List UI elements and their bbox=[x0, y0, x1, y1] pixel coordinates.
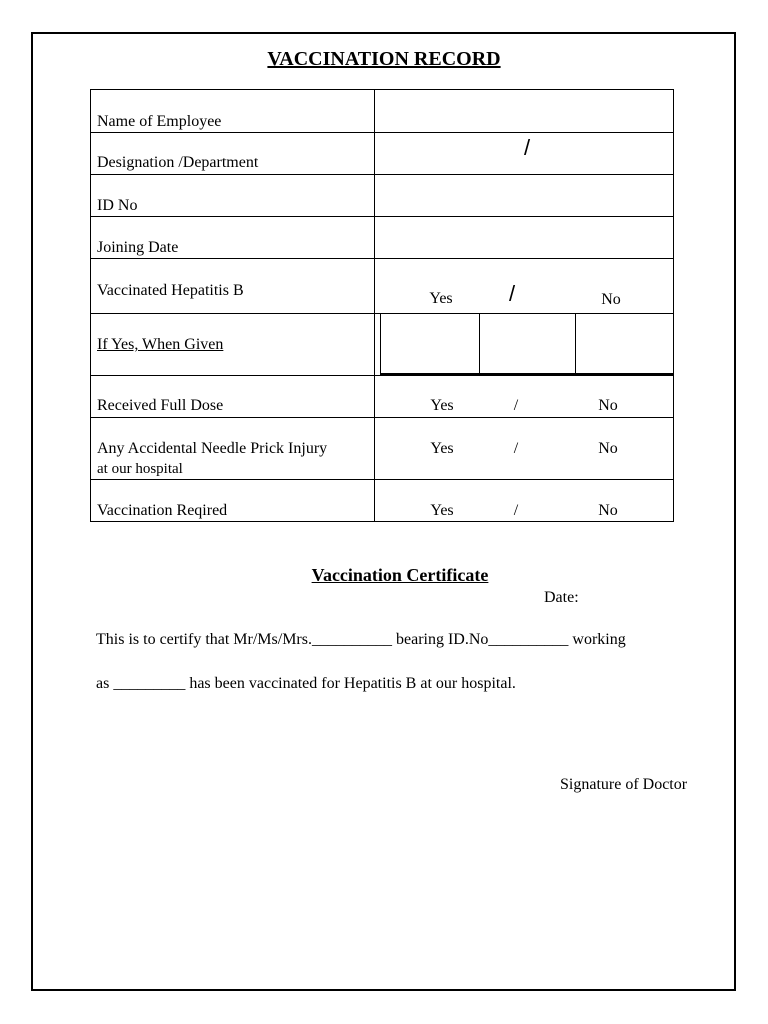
label-id-no: ID No bbox=[97, 197, 138, 214]
row-divider bbox=[91, 258, 673, 259]
label-designation: Designation /Department bbox=[97, 154, 259, 171]
label-received-full-dose: Received Full Dose bbox=[97, 397, 224, 414]
row-divider bbox=[91, 216, 673, 217]
label-name-of-employee: Name of Employee bbox=[97, 113, 222, 130]
label-needle-prick-line2: at our hospital bbox=[97, 461, 183, 477]
record-table bbox=[90, 89, 674, 522]
label-joining-date: Joining Date bbox=[97, 239, 179, 256]
certificate-text-line1: This is to certify that Mr/Ms/Mrs.__________ bearing ID.No__________ working bbox=[96, 631, 626, 648]
needle-prick-separator: / bbox=[513, 440, 519, 457]
row-divider bbox=[91, 479, 673, 480]
doctor-signature-label: Signature of Doctor bbox=[560, 776, 688, 793]
vaccination-required-no: No bbox=[598, 502, 618, 519]
column-divider bbox=[374, 90, 375, 521]
date-given-box-3[interactable] bbox=[575, 313, 674, 375]
row-divider bbox=[91, 375, 673, 376]
page-title: VACCINATION RECORD bbox=[267, 48, 501, 70]
full-dose-separator: / bbox=[513, 397, 519, 414]
certificate-text-line2: as _________ has been vaccinated for Hepatitis B at our hospital. bbox=[96, 675, 516, 692]
date-given-box-1[interactable] bbox=[380, 313, 480, 375]
full-dose-no: No bbox=[598, 397, 618, 414]
label-needle-prick-line1: Any Accidental Needle Prick Injury bbox=[97, 440, 328, 457]
hep-b-yes: Yes bbox=[429, 290, 453, 307]
row-divider bbox=[91, 174, 673, 175]
label-vaccinated-hep-b: Vaccinated Hepatitis B bbox=[97, 282, 244, 299]
row-divider bbox=[91, 417, 673, 418]
needle-prick-yes: Yes bbox=[430, 440, 454, 457]
label-if-yes-when-given: If Yes, When Given bbox=[97, 336, 224, 353]
needle-prick-no: No bbox=[598, 440, 618, 457]
hep-b-no: No bbox=[601, 291, 621, 308]
full-dose-yes: Yes bbox=[430, 397, 454, 414]
certificate-title: Vaccination Certificate bbox=[311, 565, 489, 585]
designation-separator: / bbox=[524, 135, 531, 160]
certificate-date-label: Date: bbox=[544, 589, 579, 606]
row-divider bbox=[91, 132, 673, 133]
hep-b-separator: / bbox=[509, 281, 516, 306]
date-given-box-2[interactable] bbox=[480, 313, 576, 375]
vaccination-required-yes: Yes bbox=[430, 502, 454, 519]
label-vaccination-required: Vaccination Reqired bbox=[97, 502, 228, 519]
vaccination-required-separator: / bbox=[513, 502, 519, 519]
